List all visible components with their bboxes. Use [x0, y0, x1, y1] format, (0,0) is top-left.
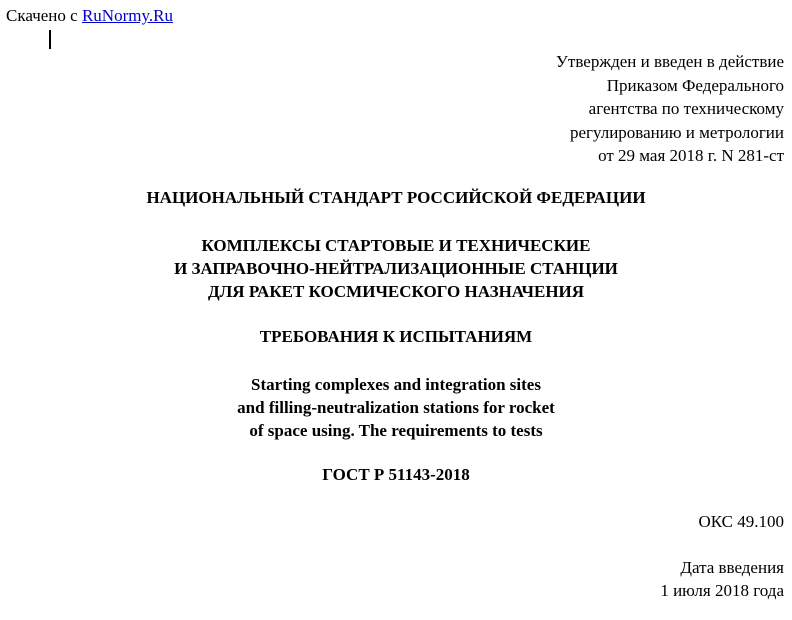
national-standard-title-text: НАЦИОНАЛЬНЫЙ СТАНДАРТ РОССИЙСКОЙ ФЕДЕРАЦИИ: [146, 188, 646, 207]
download-source-line: [6, 6, 173, 26]
oks-code: ОКС 49.100: [698, 512, 784, 531]
requirements-title-text: ТРЕБОВАНИЯ К ИСПЫТАНИЯМ: [259, 327, 533, 346]
gost-number-text: ГОСТ Р 51143-2018: [322, 465, 470, 484]
approval-line: от 29 мая 2018 г. N 281-ст: [598, 146, 784, 165]
english-title-line: and filling-neutralization stations for rocket: [237, 398, 555, 417]
approval-line: агентства по техническому: [588, 99, 784, 118]
subject-line: КОМПЛЕКСЫ СТАРТОВЫЕ И ТЕХНИЧЕСКИЕ: [201, 236, 591, 255]
introduction-date-block: [660, 556, 784, 602]
english-title-line: of space using. The requirements to tests: [249, 421, 543, 440]
introduction-date: 1 июля 2018 года: [660, 581, 784, 600]
english-title-line: Starting complexes and integration sites: [251, 375, 541, 394]
subject-line: И ЗАПРАВОЧНО-НЕЙТРАЛИЗАЦИОННЫЕ СТАНЦИИ: [174, 259, 618, 278]
approval-line: Приказом Федерального: [606, 75, 784, 95]
requirements-title: [0, 326, 792, 348]
national-standard-title: [0, 187, 792, 209]
download-prefix: Скачено с: [6, 6, 78, 25]
approval-block: [556, 50, 784, 168]
english-title: [0, 373, 792, 442]
standard-subject: [0, 234, 792, 303]
gost-number: [0, 464, 792, 486]
introduction-label: Дата введения: [680, 558, 784, 577]
site-link[interactable]: RuNormy.Ru: [81, 6, 173, 25]
text-cursor: [49, 30, 51, 49]
approval-line: регулированию и метрологии: [569, 122, 784, 142]
approval-line: Утвержден и введен в действие: [555, 52, 784, 71]
subject-line: ДЛЯ РАКЕТ КОСМИЧЕСКОГО НАЗНАЧЕНИЯ: [207, 282, 585, 301]
